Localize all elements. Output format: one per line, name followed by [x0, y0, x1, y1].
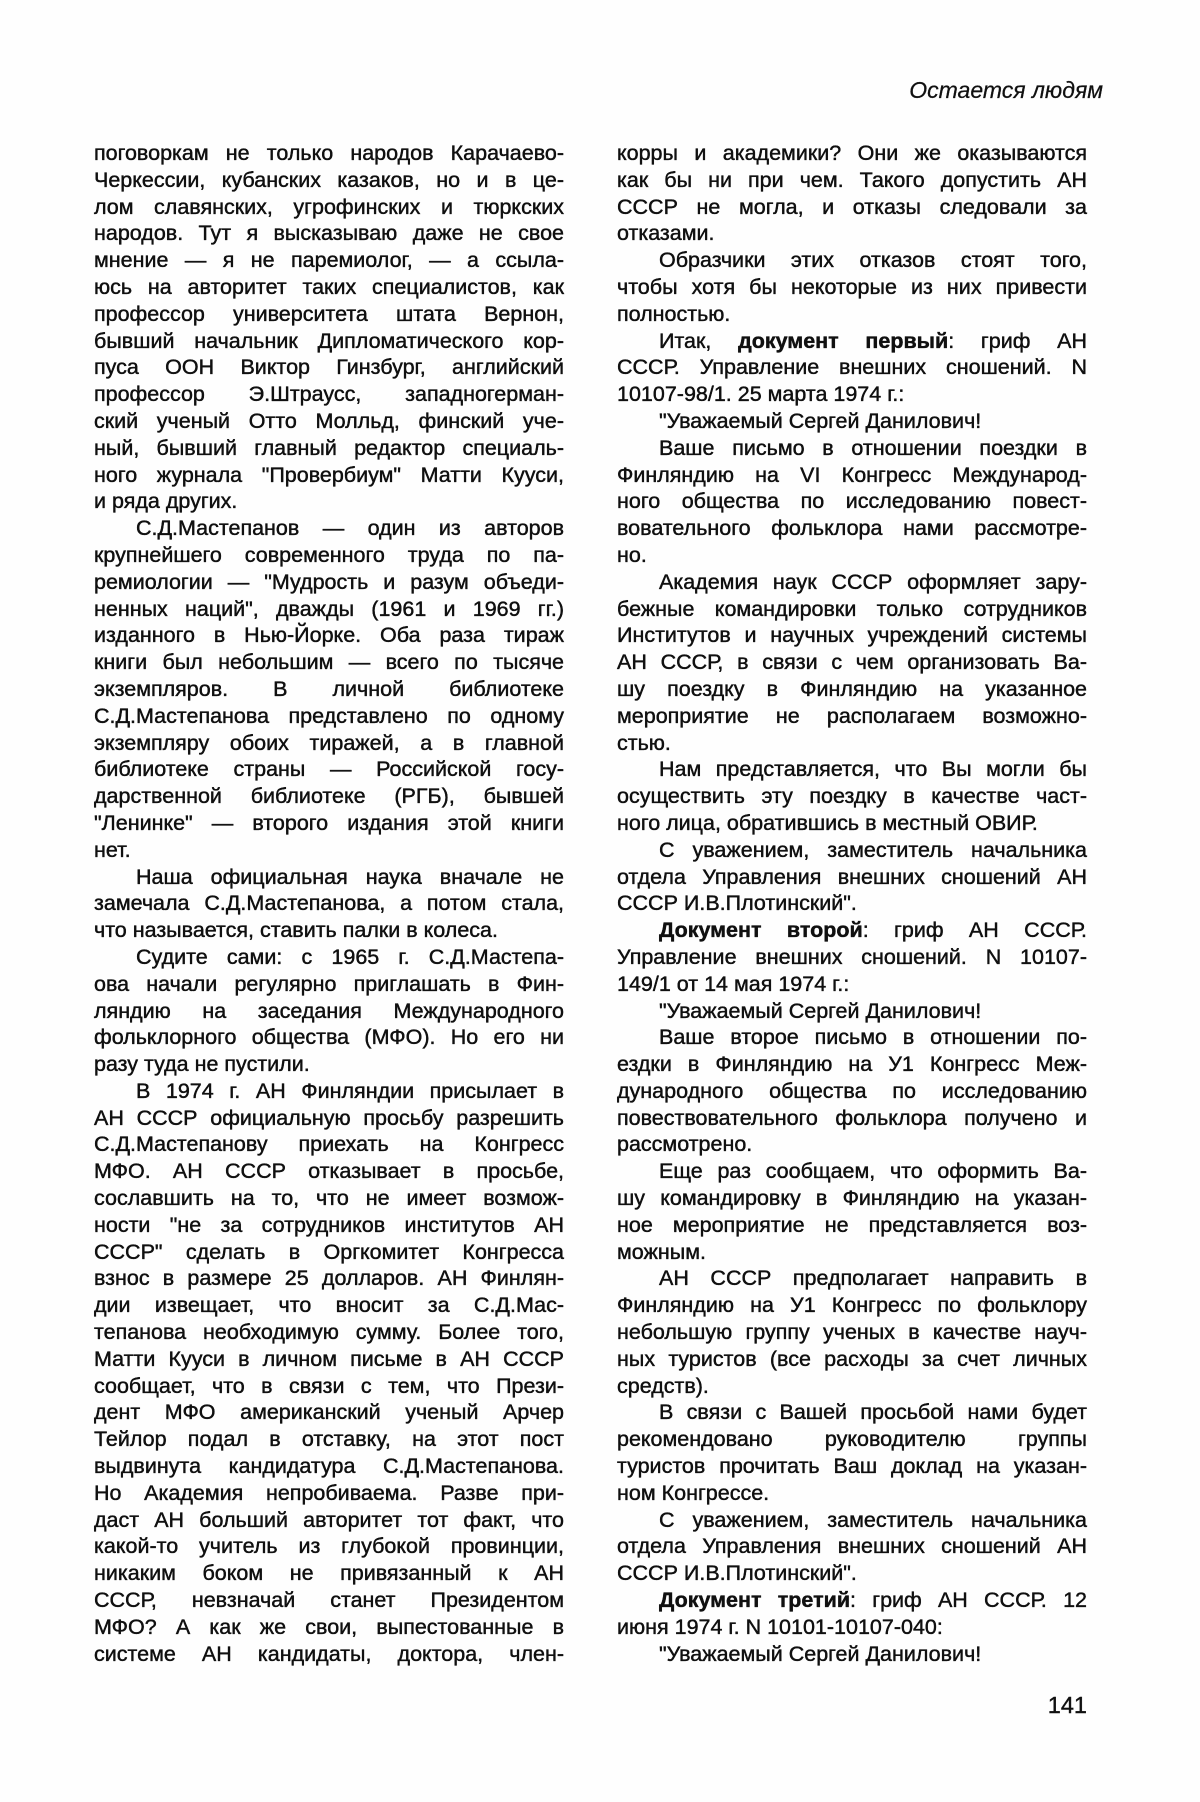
text-line	[94, 1292, 564, 1319]
text-line	[94, 971, 564, 998]
text-line	[617, 676, 1087, 703]
text-run: повествовательного фольклора получено и	[617, 1105, 1087, 1130]
text-line	[94, 890, 564, 917]
text-line	[617, 328, 1087, 355]
text-run: дент МФО американский ученый Арчер	[94, 1400, 564, 1425]
text-run: 149/1 от 14 мая 1974 г.:	[617, 971, 850, 996]
running-header: Остается людям	[909, 77, 1103, 103]
text-run: народов. Тут я высказываю даже не свое	[94, 221, 564, 246]
text-line	[617, 1185, 1087, 1212]
text-run: системе АН кандидаты, доктора, член-	[94, 1641, 564, 1666]
text-line	[94, 1533, 564, 1560]
text-run: изданного в Нью-Йорке. Оба раза тираж	[94, 623, 564, 648]
text-line	[94, 622, 564, 649]
text-run: Финляндию на У1 Конгресс по фольклору	[617, 1293, 1087, 1318]
text-run: полностью.	[617, 301, 731, 326]
text-run: Финляндию на VI Конгресс Международ-	[617, 462, 1087, 487]
text-line	[94, 783, 564, 810]
text-line	[617, 1292, 1087, 1319]
text-run: ова начали регулярно приглашать в Фин-	[94, 971, 564, 996]
text-line	[94, 542, 564, 569]
text-run: замечала С.Д.Мастепанова, а потом стала,	[94, 891, 564, 916]
text-line	[94, 649, 564, 676]
text-line	[94, 167, 564, 194]
page-number: 141	[1047, 1692, 1087, 1718]
text-run: Ваше второе письмо в отношении по-	[659, 1025, 1087, 1050]
text-run: что называется, ставить палки в колеса.	[94, 918, 498, 943]
text-line	[94, 301, 564, 328]
text-line	[617, 1641, 1087, 1668]
text-run: никаким боком не привязанный к АН	[94, 1561, 564, 1586]
text-line	[94, 837, 564, 864]
text-run: корры и академики? Они же оказываются	[617, 141, 1087, 165]
text-line	[617, 864, 1087, 891]
text-line	[617, 1078, 1087, 1105]
text-line	[617, 1265, 1087, 1292]
text-run: пуса ООН Виктор Гинзбург, английский	[94, 355, 564, 380]
text-line	[94, 1614, 564, 1641]
text-run: ный, бывший главный редактор специаль-	[94, 435, 564, 460]
text-run: "Уважаемый Сергей Данилович!	[659, 408, 982, 433]
text-run: сославшить на то, что не имеет возмож-	[94, 1186, 564, 1211]
text-line	[617, 1105, 1087, 1132]
text-line	[617, 488, 1087, 515]
text-run: СССР И.В.Плотинский".	[617, 891, 857, 916]
text-line	[94, 730, 564, 757]
text-line	[617, 1614, 1087, 1641]
text-run: СССР. Управление внешних сношений. N	[617, 355, 1087, 380]
text-run: Образчики этих отказов стоят того,	[659, 248, 1087, 273]
text-run: даст АН больший авторитет тот факт, что	[94, 1507, 564, 1532]
text-line	[94, 1105, 564, 1132]
text-line	[94, 354, 564, 381]
text-line	[617, 703, 1087, 730]
text-run: МФО. АН СССР отказывает в просьбе,	[94, 1159, 564, 1184]
text-run: ездки в Финляндию на У1 Конгресс Меж-	[617, 1052, 1087, 1077]
text-run: Судите сами: с 1965 г. С.Д.Мастепа-	[136, 944, 564, 969]
text-run: книги был небольшим — всего по тысяче	[94, 650, 564, 675]
text-line	[94, 435, 564, 462]
text-run: шу командировку в Финляндию на указан-	[617, 1186, 1087, 1211]
text-line	[94, 194, 564, 221]
right-column	[617, 140, 1087, 1667]
text-line	[617, 998, 1087, 1025]
text-run: сообщает, что в связи с тем, что Прези-	[94, 1373, 564, 1398]
text-run: ном Конгрессе.	[617, 1480, 770, 1505]
text-run: Черкессии, кубанских казаков, но и в це-	[94, 167, 564, 192]
text-run: средств).	[617, 1373, 709, 1398]
text-run: С уважением, заместитель начальника	[659, 1507, 1087, 1532]
text-line	[94, 1212, 564, 1239]
text-line	[617, 167, 1087, 194]
text-line	[94, 703, 564, 730]
text-line	[617, 1319, 1087, 1346]
text-run: С.Д.Мастепанову приехать на Конгресс	[94, 1132, 564, 1157]
text-line	[617, 194, 1087, 221]
text-run: но.	[617, 542, 647, 567]
text-run: туристов прочитать Ваш доклад на указан-	[617, 1454, 1087, 1479]
text-run: 10107-98/1. 25 марта 1974 г.:	[617, 382, 905, 407]
text-line	[617, 971, 1087, 998]
text-line	[617, 515, 1087, 542]
text-run: : гриф АН	[948, 328, 1087, 353]
text-line	[94, 220, 564, 247]
text-line	[617, 1131, 1087, 1158]
text-run: профессор Э.Штраусс, западногерман-	[94, 382, 564, 407]
text-run: дународного общества по исследованию	[617, 1078, 1087, 1103]
text-run: небольшую группу ученых в качестве науч-	[617, 1320, 1087, 1345]
text-run: "Уважаемый Сергей Данилович!	[659, 1641, 982, 1666]
text-run: дии извещает, что вносит за С.Д.Мас-	[94, 1293, 564, 1318]
text-line	[617, 917, 1087, 944]
text-line	[617, 1480, 1087, 1507]
text-line	[94, 515, 564, 542]
text-run: СССР И.В.Плотинский".	[617, 1561, 857, 1586]
text-run: ного лица, обратившись в местный ОВИР.	[617, 810, 1038, 835]
text-line	[94, 569, 564, 596]
text-line	[94, 1373, 564, 1400]
text-run: : гриф АН СССР.	[862, 918, 1087, 943]
text-run: В связи с Вашей просьбой нами будет	[659, 1400, 1087, 1425]
text-line	[617, 381, 1087, 408]
text-run: бывший начальник Дипломатического кор-	[94, 328, 564, 353]
text-line	[94, 756, 564, 783]
text-run: АН СССР официальную просьбу разрешить	[94, 1105, 564, 1130]
text-line	[617, 1346, 1087, 1373]
text-line	[94, 1560, 564, 1587]
text-line	[94, 810, 564, 837]
text-run: тепанова необходимую сумму. Более того,	[94, 1320, 564, 1345]
text-run: "Ленинке" — второго издания этой книги	[94, 810, 564, 835]
text-run: рассмотрено.	[617, 1132, 753, 1157]
text-run: лом славянских, угрофинских и тюркских	[94, 194, 564, 219]
text-run: С.Д.Мастепанова представлено по одному	[94, 703, 564, 728]
text-run: шу поездку в Финляндию на указанное	[617, 676, 1087, 701]
text-run: МФО? А как же свои, выпестованные в	[94, 1614, 564, 1639]
text-run: Нам представляется, что Вы могли бы	[659, 757, 1087, 782]
text-line	[617, 542, 1087, 569]
text-line	[94, 1346, 564, 1373]
text-run: вовательного фольклора нами рассмотре-	[617, 516, 1087, 541]
text-run: выдвинута кандидатура С.Д.Мастепанова.	[94, 1454, 564, 1479]
text-line	[617, 1507, 1087, 1534]
text-line	[94, 1399, 564, 1426]
text-line	[617, 1239, 1087, 1266]
text-run: отдела Управления внешних сношений АН	[617, 1534, 1087, 1559]
text-run: разу туда не пустили.	[94, 1052, 310, 1077]
text-line	[617, 1212, 1087, 1239]
text-run: ное мероприятие не представляется воз-	[617, 1212, 1087, 1237]
text-run: С уважением, заместитель начальника	[659, 837, 1087, 862]
text-line	[617, 408, 1087, 435]
text-line	[617, 890, 1087, 917]
text-run: экземпляров. В личной библиотеке	[94, 676, 564, 701]
text-line	[94, 247, 564, 274]
text-line	[94, 1641, 564, 1668]
text-run: профессор университета штата Вернон,	[94, 301, 564, 326]
text-run: ных туристов (все расходы за счет личных	[617, 1346, 1087, 1371]
text-line	[617, 569, 1087, 596]
text-run: "Уважаемый Сергей Данилович!	[659, 998, 982, 1023]
text-line	[617, 622, 1087, 649]
text-run: ного журнала "Провербиум" Матти Кууси,	[94, 462, 564, 487]
text-run: Еще раз сообщаем, что оформить Ва-	[659, 1159, 1087, 1184]
text-run: можным.	[617, 1239, 706, 1264]
text-line	[617, 1533, 1087, 1560]
text-run: Итак,	[659, 328, 739, 353]
text-run: рекомендовано руководителю группы	[617, 1427, 1087, 1452]
text-line	[617, 140, 1087, 167]
text-line	[617, 1453, 1087, 1480]
text-run: мероприятие не располагаем возможно-	[617, 703, 1087, 728]
text-run: июня 1974 г. N 10101-10107-040:	[617, 1614, 943, 1639]
text-line	[94, 1319, 564, 1346]
bold-run: Документ третий	[659, 1588, 851, 1613]
text-line	[94, 1024, 564, 1051]
text-run: ский ученый Отто Молльд, финский уче-	[94, 408, 564, 433]
text-line	[617, 462, 1087, 489]
text-line	[94, 381, 564, 408]
text-run: ремиологии — "Мудрость и разум объеди-	[94, 569, 564, 594]
text-run: ного общества по исследованию повест-	[617, 489, 1087, 514]
text-line	[94, 944, 564, 971]
text-line	[617, 1158, 1087, 1185]
text-run: Управление внешних сношений. N 10107-	[617, 944, 1087, 969]
text-line	[617, 1399, 1087, 1426]
text-line	[617, 1373, 1087, 1400]
left-column	[94, 140, 564, 1667]
text-run: АН СССР предполагает направить в	[659, 1266, 1087, 1291]
text-run: отказами.	[617, 221, 715, 246]
text-line	[94, 676, 564, 703]
text-line	[94, 1158, 564, 1185]
text-line	[617, 1024, 1087, 1051]
text-line	[94, 1131, 564, 1158]
text-run: С.Д.Мастепанов — один из авторов	[136, 516, 564, 541]
text-run: как бы ни при чем. Такого допустить АН	[617, 167, 1087, 192]
text-line	[94, 1426, 564, 1453]
text-run: ляндию на заседания Международного	[94, 998, 564, 1023]
text-run: Тейлор подал в отставку, на этот пост	[94, 1427, 564, 1452]
text-line	[94, 1587, 564, 1614]
text-line	[94, 1480, 564, 1507]
text-run: и ряда других.	[94, 489, 238, 514]
text-run: СССР, невзначай станет Президентом	[94, 1588, 564, 1613]
text-line	[617, 301, 1087, 328]
text-line	[617, 247, 1087, 274]
text-line	[94, 140, 564, 167]
text-line	[617, 783, 1087, 810]
text-run: мнение — я не паремиолог, — а ссыла-	[94, 248, 564, 273]
text-line	[94, 408, 564, 435]
text-line	[94, 1078, 564, 1105]
text-line	[94, 1507, 564, 1534]
text-run: ности "не за сотрудников институтов АН	[94, 1212, 564, 1237]
text-line	[617, 756, 1087, 783]
text-run: Институтов и научных учреждений системы	[617, 623, 1087, 648]
text-run: АН СССР, в связи с чем организовать Ва-	[617, 650, 1087, 675]
text-line	[94, 1265, 564, 1292]
text-line	[94, 488, 564, 515]
text-run: ненных наций", дважды (1961 и 1969 гг.)	[94, 596, 564, 621]
text-line	[94, 1239, 564, 1266]
text-run: Академия наук СССР оформляет зару-	[659, 569, 1087, 594]
text-line	[617, 944, 1087, 971]
text-line	[94, 274, 564, 301]
text-run: СССР не могла, и отказы следовали за	[617, 194, 1087, 219]
text-line	[617, 274, 1087, 301]
text-line	[617, 1051, 1087, 1078]
text-run: поговоркам не только народов Карачаево-	[94, 141, 564, 165]
text-line	[617, 220, 1087, 247]
text-run: стью.	[617, 730, 671, 755]
text-run: осуществить эту поездку в качестве част-	[617, 784, 1087, 809]
text-line	[617, 810, 1087, 837]
text-run: юсь на авторитет таких специалистов, как	[94, 274, 564, 299]
text-line	[617, 730, 1087, 757]
text-run: крупнейшего современного труда по па-	[94, 542, 564, 567]
text-run: библиотеке страны — Российской госу-	[94, 757, 564, 782]
text-line	[617, 435, 1087, 462]
text-run: бежные командировки только сотрудников	[617, 596, 1087, 621]
text-run: отдела Управления внешних сношений АН	[617, 864, 1087, 889]
text-run: дарственной библиотеке (РГБ), бывшей	[94, 784, 564, 809]
text-run: СССР" сделать в Оргкомитет Конгресса	[94, 1239, 564, 1264]
text-run: фольклорного общества (МФО). Но его ни	[94, 1025, 564, 1050]
text-line	[617, 596, 1087, 623]
text-run: чтобы хотя бы некоторые из них привести	[617, 274, 1087, 299]
text-run: Матти Кууси в личном письме в АН СССР	[94, 1346, 564, 1371]
text-line	[617, 1560, 1087, 1587]
text-line	[94, 1185, 564, 1212]
text-line	[617, 1426, 1087, 1453]
text-line	[94, 864, 564, 891]
bold-run: Документ второй	[659, 918, 863, 943]
text-run: Но Академия непробиваема. Разве при-	[94, 1480, 564, 1505]
text-line	[94, 328, 564, 355]
text-line	[94, 998, 564, 1025]
text-line	[94, 1453, 564, 1480]
text-line	[94, 462, 564, 489]
text-line	[617, 837, 1087, 864]
text-run: взнос в размере 25 долларов. АН Финлян-	[94, 1266, 564, 1291]
text-run: нет.	[94, 837, 131, 862]
text-line	[94, 1051, 564, 1078]
text-line	[617, 354, 1087, 381]
text-run: : гриф АН СССР. 12	[850, 1588, 1087, 1613]
text-line	[617, 1587, 1087, 1614]
bold-run: документ первый	[738, 328, 949, 353]
text-line	[617, 649, 1087, 676]
text-run: экземпляру обоих тиражей, а в главной	[94, 730, 564, 755]
text-run: Ваше письмо в отношении поездки в	[659, 435, 1087, 460]
text-run: В 1974 г. АН Финляндии присылает в	[136, 1078, 564, 1103]
text-run: какой-то учитель из глубокой провинции,	[94, 1534, 564, 1559]
text-line	[94, 917, 564, 944]
text-run: Наша официальная наука вначале не	[136, 864, 564, 889]
text-line	[94, 596, 564, 623]
